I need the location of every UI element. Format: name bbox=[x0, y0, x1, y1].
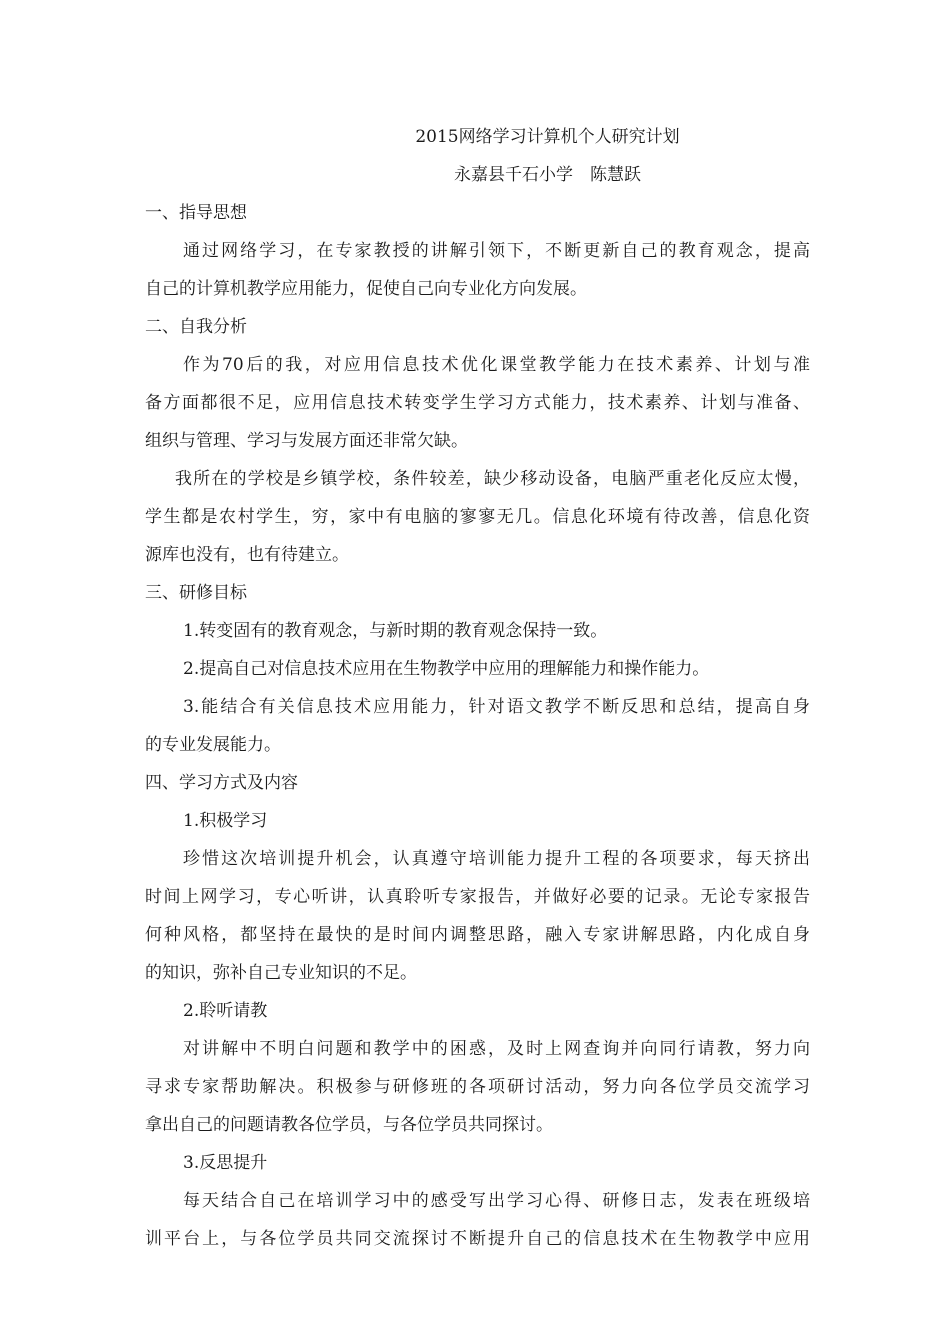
paragraph-line: 通过网络学习，在专家教授的讲解引领下，不断更新自己的教育观念，提高 bbox=[183, 241, 810, 261]
section-heading: 四、学习方式及内容 bbox=[145, 773, 298, 793]
document-title: 2015网络学习计算机个人研究计划 bbox=[415, 127, 680, 147]
paragraph-line: 学生都是农村学生，穷，家中有电脑的寥寥无几。信息化环境有待改善，信息化资 bbox=[145, 507, 810, 527]
paragraph-line: 对讲解中不明白问题和教学中的困惑，及时上网查询并向同行请教，努力向 bbox=[183, 1039, 810, 1059]
paragraph-line: 2.聆听请教 bbox=[183, 1001, 268, 1021]
paragraph-line: 每天结合自己在培训学习中的感受写出学习心得、研修日志，发表在班级培 bbox=[183, 1191, 810, 1211]
paragraph-line: 寻求专家帮助解决。积极参与研修班的各项研讨活动，努力向各位学员交流学习 bbox=[145, 1077, 810, 1097]
paragraph-line: 训平台上，与各位学员共同交流探讨不断提升自己的信息技术在生物教学中应用 bbox=[145, 1229, 810, 1249]
document-body bbox=[145, 118, 810, 1258]
section-heading: 三、研修目标 bbox=[145, 583, 247, 603]
paragraph-line: 何种风格，都坚持在最快的是时间内调整思路，融入专家讲解思路，内化成自身 bbox=[145, 925, 810, 945]
paragraph-line: 珍惜这次培训提升机会，认真遵守培训能力提升工程的各项要求，每天挤出 bbox=[183, 849, 810, 869]
paragraph-line: 3.能结合有关信息技术应用能力，针对语文教学不断反思和总结，提高自身 bbox=[183, 697, 810, 717]
author-line: 永嘉县千石小学 陈慧跃 bbox=[454, 165, 641, 185]
paragraph-line: 的专业发展能力。 bbox=[145, 735, 281, 755]
paragraph-lines bbox=[145, 194, 810, 1258]
paragraph-line: 源库也没有，也有待建立。 bbox=[145, 545, 349, 565]
paragraph-line: 拿出自己的问题请教各位学员，与各位学员共同探讨。 bbox=[145, 1115, 553, 1135]
paragraph-line: 组织与管理、学习与发展方面还非常欠缺。 bbox=[145, 431, 468, 451]
section-heading: 一、指导思想 bbox=[145, 203, 247, 223]
paragraph-line: 3.反思提升 bbox=[183, 1153, 268, 1173]
paragraph-line: 我所在的学校是乡镇学校，条件较差，缺少移动设备，电脑严重老化反应太慢， bbox=[175, 469, 810, 489]
section-heading: 二、自我分析 bbox=[145, 317, 247, 337]
paragraph-line: 1.转变固有的教育观念，与新时期的教育观念保持一致。 bbox=[183, 621, 608, 641]
paragraph-line: 作为70后的我，对应用信息技术优化课堂教学能力在技术素养、计划与准 bbox=[183, 355, 810, 375]
paragraph-line: 自己的计算机教学应用能力，促使自己向专业化方向发展。 bbox=[145, 279, 587, 299]
paragraph-line: 1.积极学习 bbox=[183, 811, 268, 831]
paragraph-line: 备方面都很不足，应用信息技术转变学生学习方式能力，技术素养、计划与准备、 bbox=[145, 393, 810, 413]
paragraph-line: 2.提高自己对信息技术应用在生物教学中应用的理解能力和操作能力。 bbox=[183, 659, 710, 679]
paragraph-line: 时间上网学习，专心听讲，认真聆听专家报告，并做好必要的记录。无论专家报告 bbox=[145, 887, 810, 907]
paragraph-line: 的知识，弥补自己专业知识的不足。 bbox=[145, 963, 417, 983]
